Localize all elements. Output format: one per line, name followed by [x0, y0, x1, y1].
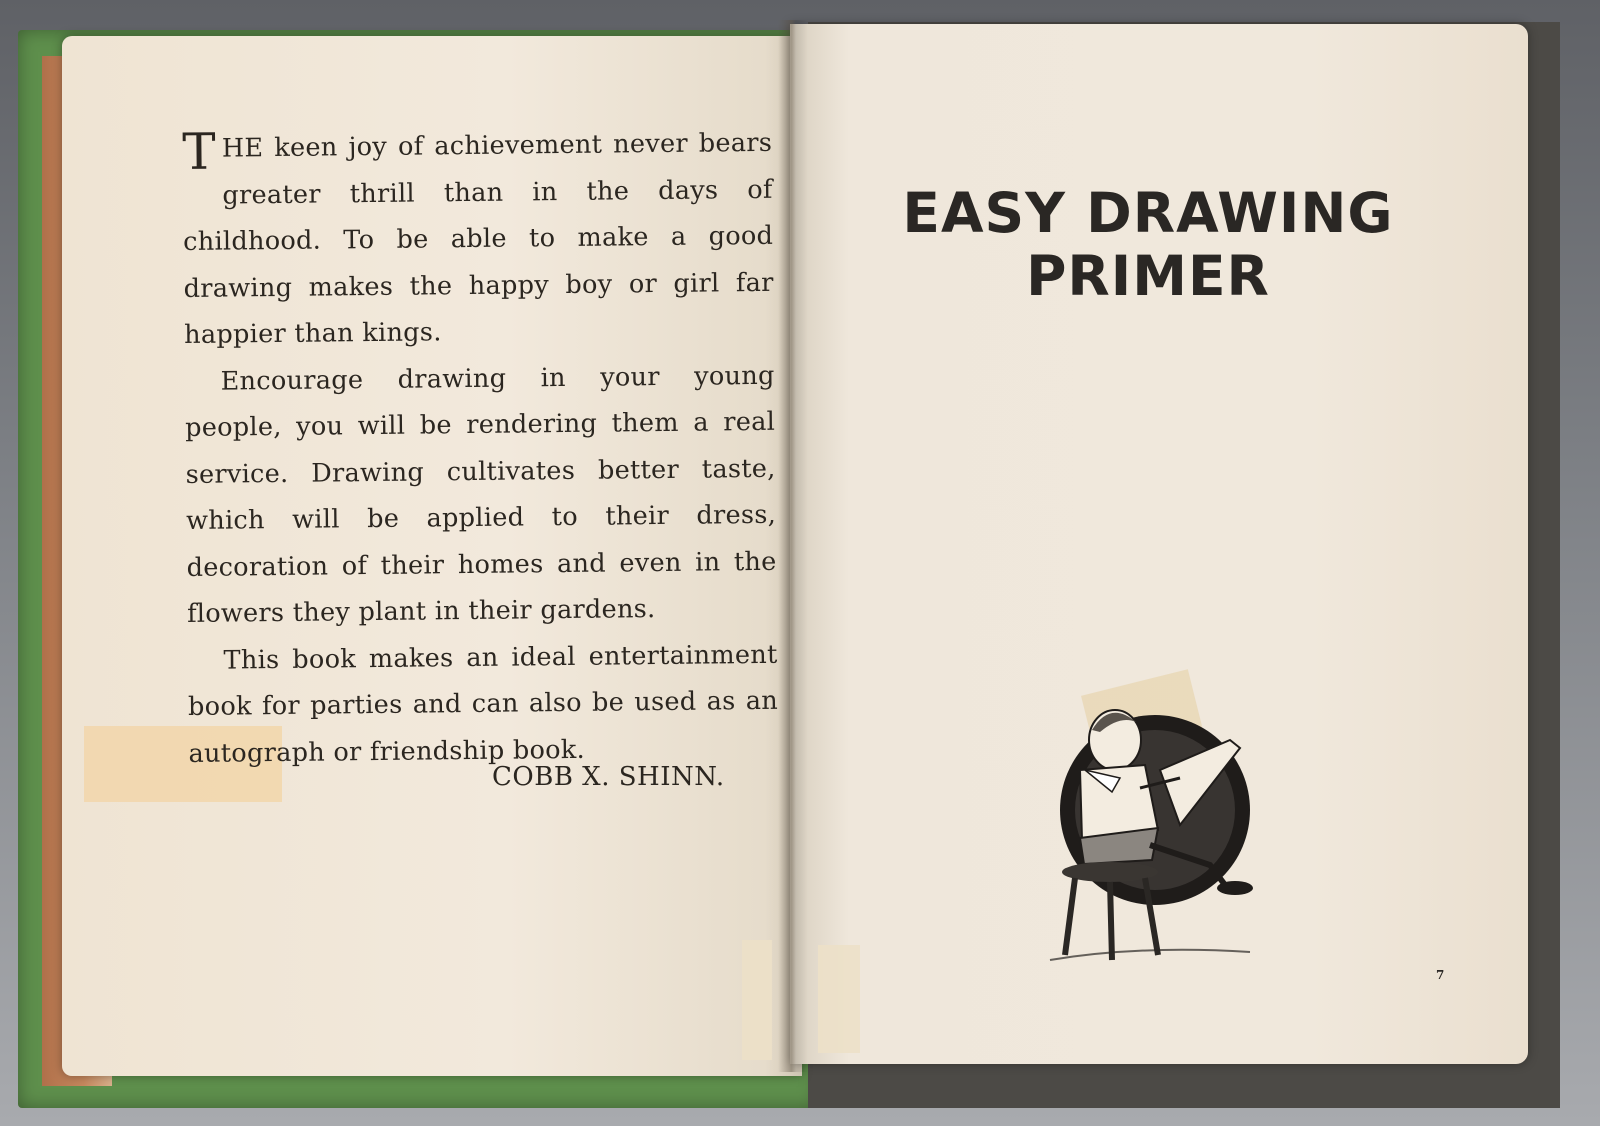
page-number: 7	[1436, 968, 1445, 982]
ground-line	[1050, 950, 1250, 960]
tape-patch	[818, 945, 860, 1053]
foreword-paragraph-3: This book makes an ideal entertainment book for parties and can also be used as an autograph or friendship book.	[187, 639, 779, 769]
stool-legs	[1065, 878, 1158, 960]
book-title	[888, 182, 1408, 308]
foreword-paragraph-1: THE keen joy of achievement never bears greater thrill than in the days of childhood. To be able to make a good drawing makes the happy boy or girl far happier than kings.	[181, 122, 774, 350]
title-line-2: PRIMER	[1026, 244, 1270, 308]
foreword-text	[182, 120, 779, 777]
boy-shoe	[1217, 881, 1253, 895]
author-signature: COBB X. SHINN.	[492, 762, 725, 792]
book-gutter	[778, 20, 808, 1072]
boy-drawing-illustration	[1040, 660, 1280, 990]
drop-cap: T	[181, 122, 217, 181]
foreword-paragraph-2: Encourage drawing in your young people, you will be rendering them a real service. Drawing cultivates better taste, which will be applied to their dress, decoration of their homes and even in the flowers they plant in their gardens.	[185, 360, 777, 629]
tape-patch	[742, 940, 772, 1060]
title-line-1: EASY DRAWING	[902, 181, 1394, 245]
